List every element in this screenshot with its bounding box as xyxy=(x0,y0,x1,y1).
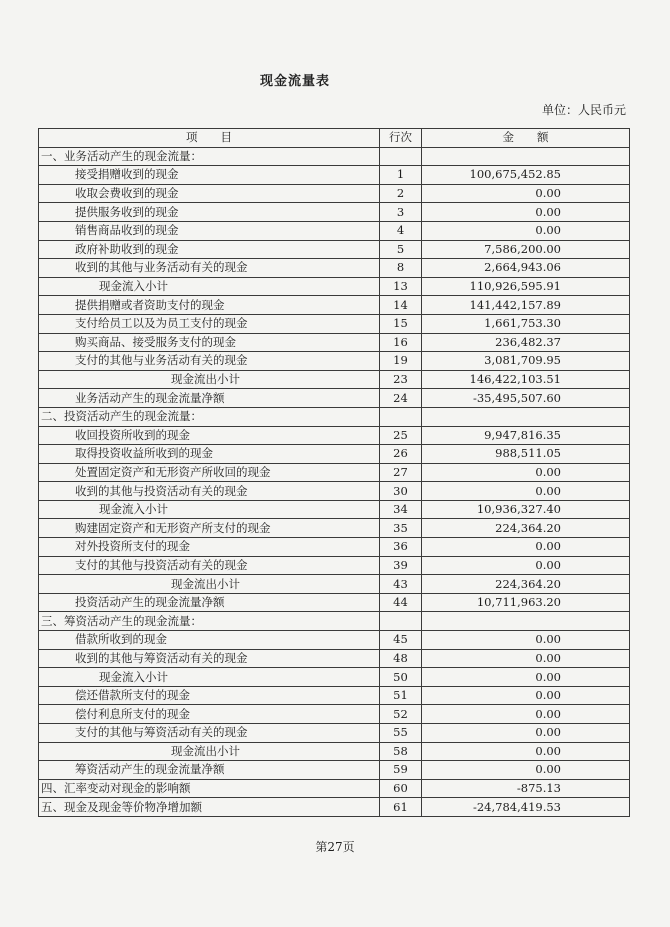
row-item-label: 购建固定资产和无形资产所支付的现金 xyxy=(39,519,380,538)
row-line-number: 60 xyxy=(380,779,422,798)
row-line-number: 3 xyxy=(380,203,422,222)
table-row xyxy=(39,575,630,594)
row-item-label: 投资活动产生的现金流量净额 xyxy=(39,593,380,612)
row-amount: 2,664,943.06 xyxy=(422,259,630,278)
row-line-number: 58 xyxy=(380,742,422,761)
table-row xyxy=(39,686,630,705)
row-amount: 1,661,753.30 xyxy=(422,314,630,333)
row-amount: 0.00 xyxy=(422,631,630,650)
row-line-number: 35 xyxy=(380,519,422,538)
row-amount: 0.00 xyxy=(422,649,630,668)
page-number: 第27页 xyxy=(315,840,355,854)
row-item-label: 提供捐赠或者资助支付的现金 xyxy=(39,296,380,315)
row-amount: 0.00 xyxy=(422,705,630,724)
row-item-label: 借款所收到的现金 xyxy=(39,631,380,650)
row-line-number xyxy=(380,612,422,631)
row-line-number: 39 xyxy=(380,556,422,575)
row-item-label: 支付给员工以及为员工支付的现金 xyxy=(39,314,380,333)
row-item-label: 收到的其他与筹资活动有关的现金 xyxy=(39,649,380,668)
row-line-number: 23 xyxy=(380,370,422,389)
row-item-label: 接受捐赠收到的现金 xyxy=(39,166,380,185)
row-line-number: 13 xyxy=(380,277,422,296)
table-row xyxy=(39,705,630,724)
row-item-label: 现金流入小计 xyxy=(39,277,380,296)
row-item-label: 支付的其他与筹资活动有关的现金 xyxy=(39,724,380,743)
row-amount: 0.00 xyxy=(422,761,630,780)
table-row xyxy=(39,184,630,203)
row-line-number: 19 xyxy=(380,352,422,371)
table-row xyxy=(39,538,630,557)
row-amount: 0.00 xyxy=(422,538,630,557)
row-item-label: 收到的其他与业务活动有关的现金 xyxy=(39,259,380,278)
row-item-label: 现金流出小计 xyxy=(39,742,380,761)
table-row xyxy=(39,240,630,259)
header-item: 项 目 xyxy=(39,129,380,148)
header-amount: 金 额 xyxy=(422,129,630,148)
row-line-number: 43 xyxy=(380,575,422,594)
table-row xyxy=(39,370,630,389)
table-row xyxy=(39,779,630,798)
table-row xyxy=(39,352,630,371)
table-row xyxy=(39,742,630,761)
row-item-label: 偿还借款所支付的现金 xyxy=(39,686,380,705)
row-line-number: 24 xyxy=(380,389,422,408)
row-amount: 7,586,200.00 xyxy=(422,240,630,259)
row-line-number: 5 xyxy=(380,240,422,259)
row-amount: 3,081,709.95 xyxy=(422,352,630,371)
row-item-label: 收回投资所收到的现金 xyxy=(39,426,380,445)
table-row xyxy=(39,668,630,687)
row-amount: -24,784,419.53 xyxy=(422,798,630,817)
row-item-label: 取得投资收益所收到的现金 xyxy=(39,445,380,464)
row-item-label: 政府补助收到的现金 xyxy=(39,240,380,259)
row-item-label: 现金流出小计 xyxy=(39,575,380,594)
row-item-label: 购买商品、接受服务支付的现金 xyxy=(39,333,380,352)
row-amount: 236,482.37 xyxy=(422,333,630,352)
row-line-number: 61 xyxy=(380,798,422,817)
row-item-label: 一、业务活动产生的现金流量： xyxy=(39,147,380,166)
row-amount: 988,511.05 xyxy=(422,445,630,464)
row-amount: 100,675,452.85 xyxy=(422,166,630,185)
row-item-label: 支付的其他与投资活动有关的现金 xyxy=(39,556,380,575)
table-row xyxy=(39,147,630,166)
row-amount: 224,364.20 xyxy=(422,575,630,594)
row-amount: 0.00 xyxy=(422,742,630,761)
table-row xyxy=(39,445,630,464)
row-amount: 10,936,327.40 xyxy=(422,500,630,519)
table-row xyxy=(39,296,630,315)
row-amount: 0.00 xyxy=(422,482,630,501)
row-item-label: 现金流出小计 xyxy=(39,370,380,389)
row-amount: -875.13 xyxy=(422,779,630,798)
row-item-label: 支付的其他与业务活动有关的现金 xyxy=(39,352,380,371)
row-item-label: 五、现金及现金等价物净增加额 xyxy=(39,798,380,817)
table-row xyxy=(39,519,630,538)
row-line-number: 16 xyxy=(380,333,422,352)
row-line-number: 14 xyxy=(380,296,422,315)
row-line-number: 25 xyxy=(380,426,422,445)
table-row xyxy=(39,259,630,278)
row-line-number: 48 xyxy=(380,649,422,668)
row-item-label: 现金流入小计 xyxy=(39,500,380,519)
table-row xyxy=(39,649,630,668)
table-row xyxy=(39,593,630,612)
row-line-number xyxy=(380,147,422,166)
row-line-number: 45 xyxy=(380,631,422,650)
cash-flow-table xyxy=(38,128,630,817)
row-amount: 0.00 xyxy=(422,463,630,482)
row-item-label: 二、投资活动产生的现金流量： xyxy=(39,407,380,426)
row-amount xyxy=(422,407,630,426)
table-row xyxy=(39,724,630,743)
table-row xyxy=(39,612,630,631)
table-row xyxy=(39,631,630,650)
row-amount: -35,495,507.60 xyxy=(422,389,630,408)
table-row xyxy=(39,463,630,482)
row-amount: 0.00 xyxy=(422,556,630,575)
table-row xyxy=(39,314,630,333)
row-item-label: 销售商品收到的现金 xyxy=(39,221,380,240)
row-line-number: 34 xyxy=(380,500,422,519)
row-item-label: 处置固定资产和无形资产所收回的现金 xyxy=(39,463,380,482)
row-line-number: 1 xyxy=(380,166,422,185)
row-item-label: 四、汇率变动对现金的影响额 xyxy=(39,779,380,798)
header-line-no: 行次 xyxy=(380,129,422,148)
table-row xyxy=(39,166,630,185)
table-row xyxy=(39,426,630,445)
row-amount xyxy=(422,147,630,166)
row-item-label: 收取会费收到的现金 xyxy=(39,184,380,203)
row-line-number: 44 xyxy=(380,593,422,612)
row-amount xyxy=(422,612,630,631)
row-item-label: 三、筹资活动产生的现金流量： xyxy=(39,612,380,631)
row-amount: 0.00 xyxy=(422,686,630,705)
table-row xyxy=(39,482,630,501)
table-row xyxy=(39,203,630,222)
currency-unit: 单位：人民币元 xyxy=(541,103,626,117)
row-line-number: 59 xyxy=(380,761,422,780)
row-item-label: 收到的其他与投资活动有关的现金 xyxy=(39,482,380,501)
row-line-number: 4 xyxy=(380,221,422,240)
row-amount: 146,422,103.51 xyxy=(422,370,630,389)
table-row xyxy=(39,798,630,817)
table-row xyxy=(39,333,630,352)
table-row xyxy=(39,277,630,296)
row-line-number: 52 xyxy=(380,705,422,724)
row-amount: 0.00 xyxy=(422,203,630,222)
row-item-label: 对外投资所支付的现金 xyxy=(39,538,380,557)
row-amount: 9,947,816.35 xyxy=(422,426,630,445)
row-amount: 0.00 xyxy=(422,668,630,687)
table-row xyxy=(39,761,630,780)
row-amount: 10,711,963.20 xyxy=(422,593,630,612)
row-amount: 224,364.20 xyxy=(422,519,630,538)
table-row xyxy=(39,407,630,426)
row-line-number: 26 xyxy=(380,445,422,464)
table-row xyxy=(39,500,630,519)
table-row xyxy=(39,221,630,240)
row-amount: 0.00 xyxy=(422,184,630,203)
row-item-label: 筹资活动产生的现金流量净额 xyxy=(39,761,380,780)
row-item-label: 偿付利息所支付的现金 xyxy=(39,705,380,724)
row-line-number: 2 xyxy=(380,184,422,203)
row-item-label: 现金流入小计 xyxy=(39,668,380,687)
row-line-number: 50 xyxy=(380,668,422,687)
row-line-number: 51 xyxy=(380,686,422,705)
row-line-number: 30 xyxy=(380,482,422,501)
row-amount: 141,442,157.89 xyxy=(422,296,630,315)
table-row xyxy=(39,556,630,575)
table-header-row xyxy=(39,129,630,148)
row-line-number: 36 xyxy=(380,538,422,557)
table-row xyxy=(39,389,630,408)
row-item-label: 提供服务收到的现金 xyxy=(39,203,380,222)
row-amount: 110,926,595.91 xyxy=(422,277,630,296)
row-line-number: 55 xyxy=(380,724,422,743)
row-line-number xyxy=(380,407,422,426)
row-line-number: 8 xyxy=(380,259,422,278)
page-title: 现金流量表 xyxy=(259,74,330,89)
row-amount: 0.00 xyxy=(422,724,630,743)
row-amount: 0.00 xyxy=(422,221,630,240)
row-item-label: 业务活动产生的现金流量净额 xyxy=(39,389,380,408)
row-line-number: 15 xyxy=(380,314,422,333)
row-line-number: 27 xyxy=(380,463,422,482)
